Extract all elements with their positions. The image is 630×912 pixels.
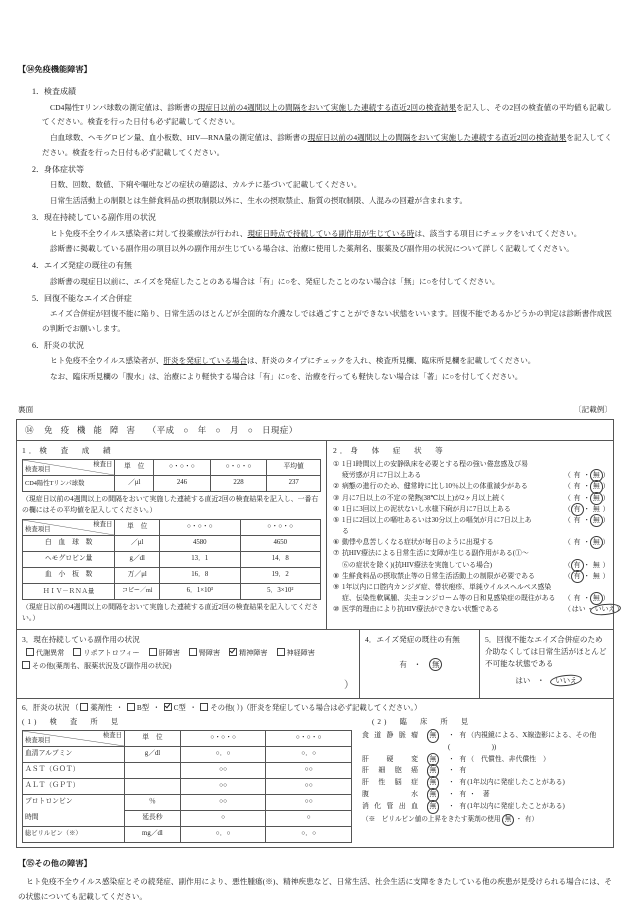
exam-item-header: 検査項目	[25, 736, 51, 744]
table-row	[23, 762, 352, 778]
unit-header: 単 位	[124, 730, 180, 746]
row-value-1: ○○	[180, 762, 266, 778]
symptom-text: 動悸や息苦しくなる症状が毎日のように出現する	[342, 539, 494, 547]
row-label: ヘモグロビン量	[23, 552, 115, 568]
option-yes[interactable]: 有	[573, 595, 581, 603]
row-value-2: 5．3×10²	[240, 584, 320, 600]
table-row	[23, 778, 352, 794]
date-col-1: ○・○・○	[160, 520, 240, 536]
symptom-answer[interactable]: （ 有 ・ 無 ）	[564, 493, 608, 504]
option-no[interactable]: 無	[432, 659, 440, 669]
instruction-paragraph: ヒト免疫不全ウイルス感染者に対して投薬療法が行われ、現症日時点で持続している副作用が生じている時は、該当する項目にチェックをいれてください。	[50, 228, 582, 238]
finding-detail: ・ 有	[448, 765, 608, 777]
instruction-number: 4．エイズ発症の既往の有無	[32, 261, 132, 271]
table-row	[23, 826, 352, 842]
symptom-answer[interactable]: （はい・いいえ）	[564, 604, 608, 615]
average-header: 平均値	[267, 459, 321, 475]
hepatitis-section	[17, 698, 613, 846]
option-no[interactable]: 無	[429, 777, 438, 789]
symptom-text-cont: 疲労感が月に7日以上ある	[342, 472, 422, 480]
exam-date-header: 検査日	[102, 731, 122, 739]
date-col-2: ○・○・○	[266, 730, 352, 746]
option-no[interactable]: 無	[429, 789, 438, 801]
option-no[interactable]: 無	[592, 470, 601, 481]
option-no[interactable]: 無	[429, 754, 438, 766]
row-label: ＡＬＴ（ＧＰＴ）	[23, 778, 125, 794]
cd4-table	[22, 459, 321, 492]
row-value-1: ○○	[180, 794, 266, 810]
symptom-number: ③	[333, 494, 340, 502]
instruction-number: 2．身体症状等	[32, 164, 84, 174]
option-yes[interactable]: 有	[573, 516, 581, 524]
finding-label: 肝細胞癌	[362, 767, 418, 775]
finding-tail: ・ 著	[468, 791, 490, 799]
finding-tail: （内視鏡による、X線造影による、その他( ))	[448, 731, 597, 751]
list-item	[333, 582, 608, 593]
bilirubin-note-label: （※ ビリルビン値の上昇をきたす薬剤の使用	[362, 815, 501, 823]
row-value-2: ○．○	[266, 826, 352, 842]
symptom-text: 医学的理由により抗HIV療法ができない状態である	[342, 606, 499, 614]
date-col-1: ○・○・○	[180, 730, 266, 746]
symptom-list	[333, 459, 624, 616]
instruction-paragraph: 診断書の現症日以前に、エイズを発症したことのある場合は「有」に○を、発症したことのない場合は「無」に○を付してください。	[50, 276, 500, 286]
form-upper-columns	[17, 441, 624, 629]
exam-note-1: （現症日以前の4週間以上の間隔をおいて実施した連続する直近2回の検査結果を記入し、一番右の欄にはその平均値を記入してください。）	[22, 495, 319, 515]
date-col-2: ○・○・○	[210, 459, 267, 475]
option-yes[interactable]: 有	[459, 731, 467, 739]
certificate-form	[16, 419, 624, 848]
option-yes[interactable]: 有	[459, 779, 467, 787]
option-no[interactable]: いいえ	[555, 676, 578, 686]
exam-date-header: 検査日	[93, 460, 113, 468]
checkbox-icon[interactable]	[200, 703, 208, 711]
finding-answer[interactable]	[418, 730, 448, 754]
instruction-paragraph: 診断書に掲載している副作用の項目以外の副作用が生じている場合は、治療に使用した薬剤名、服薬及び副作用の状況について詳しく記載してください。	[50, 244, 574, 254]
cd4-value-2: 228	[210, 475, 267, 491]
list-item	[362, 765, 608, 777]
finding-detail: ・ 有(1年以内に発症したことがある)	[448, 777, 608, 789]
list-item	[362, 789, 608, 801]
bilirubin-note: （※ ビリルビン値の上昇をきたす薬剤の使用 無 ・ 有）	[362, 815, 608, 825]
symptom-text: 病態の進行のため、健常時に比し10％以上の体重減少がある	[342, 483, 528, 491]
row-value-1: 16．8	[160, 568, 240, 584]
symptom-answer[interactable]: （ 有 ・ 無 ）	[564, 481, 608, 492]
cd4-label: CD4陽性Tリンパ球数	[23, 475, 115, 491]
option-label: 腎障害	[198, 648, 221, 657]
form-date-line: （平成 ○ 年 ○ 月 ○ 日現症）	[147, 426, 298, 436]
checkbox-icon[interactable]	[22, 661, 30, 669]
finding-detail: ・ 有（内視鏡による、X線造影による、その他( ))	[448, 731, 597, 751]
option-no[interactable]: 無	[429, 730, 438, 742]
checkbox-checked-icon[interactable]	[164, 703, 172, 711]
checkbox-icon[interactable]	[127, 703, 135, 711]
option-yes[interactable]: 有	[573, 504, 582, 515]
row-label: 総ビリルビン（※）	[23, 826, 125, 842]
row-value-2: 19．2	[240, 568, 320, 584]
table-row	[23, 746, 352, 762]
clinical-findings-title: (2) 臨 床 所 見	[372, 717, 471, 726]
symptom-number: ④	[333, 505, 340, 513]
hepatitis-exam-title: (1) 検 査 所 見	[22, 717, 121, 726]
row-unit: g／dl	[115, 552, 160, 568]
irreversible-answer[interactable]	[485, 675, 608, 686]
table-corner-cell	[23, 459, 115, 475]
free-text-bracket: ）	[344, 679, 354, 691]
finding-tail: (1年以内に発症したことがある)	[467, 779, 565, 787]
option-no[interactable]: 無	[592, 481, 601, 492]
list-item	[333, 515, 608, 526]
form-title: 免 疫 機 能 障 害	[44, 426, 138, 436]
date-col-2: ○・○・○	[240, 520, 320, 536]
page-side-label: 裏面	[18, 404, 34, 414]
symptom-text-cont: 症、伝染性軟属腫、尖圭コンジローム等の日和見感染症の既往がある	[342, 595, 556, 603]
cd4-value-1: 246	[154, 475, 211, 491]
list-item	[333, 548, 608, 559]
finding-label: 食道静脈瘤	[362, 731, 418, 739]
option-no[interactable]: 無	[592, 572, 600, 580]
option-no[interactable]: 無	[592, 537, 601, 548]
symptom-answer[interactable]: （ 有 ・ 無 ）	[564, 593, 608, 604]
row-value-2: ○	[266, 810, 352, 826]
finding-detail: ・ 有（ 代償性、非代償性 ）	[448, 754, 608, 766]
instruction-paragraph: ヒト免疫不全ウイルス感染者が、肝炎を発症している場合は、肝炎のタイプにチェックを入れ、検査所見欄、臨床所見欄を記載してください。	[50, 356, 536, 366]
symptom-answer[interactable]: （ 有 ・ 無 ）	[564, 537, 608, 548]
page-marks	[0, 386, 630, 419]
checkbox-icon[interactable]	[73, 648, 81, 656]
option-no[interactable]: 無	[429, 765, 438, 777]
side-effects-options	[26, 648, 354, 659]
row-value-1: ○．○	[180, 826, 266, 842]
finding-label: 肝性脳症	[362, 779, 418, 787]
checkbox-option-neurological[interactable]	[277, 648, 315, 659]
instruction-number: 5．回復不能なエイズ合併症	[32, 293, 132, 303]
finding-detail: ・ 有(1年以内に発症したことがある)	[448, 801, 608, 813]
row-value-1: 13．1	[160, 552, 240, 568]
type-label-b: B型	[136, 703, 150, 713]
list-item	[333, 459, 608, 470]
sample-label: 〔記載例〕	[574, 404, 612, 414]
option-label: 代謝異常	[36, 648, 65, 657]
row-label: ＡＳＴ（ＧＯＴ）	[23, 762, 125, 778]
option-yes[interactable]: 有	[573, 472, 581, 480]
aids-history-title: 4．エイズ発症の既往の有無	[365, 635, 460, 645]
row-unit	[124, 762, 180, 778]
checkbox-icon[interactable]	[189, 648, 197, 656]
symptom-answer[interactable]: （ 有 ・ 無 ）	[564, 560, 608, 571]
exam-section-title: 1．検 査 成 績	[22, 446, 114, 456]
checkbox-icon[interactable]	[149, 648, 157, 656]
table-row	[23, 552, 321, 568]
body-symptoms-column	[327, 441, 624, 629]
option-no[interactable]: 無	[504, 815, 513, 825]
symptom-text: 1日に3回以上の泥状ないし水様下痢が月に7日以上ある	[342, 505, 511, 513]
list-item	[333, 604, 624, 615]
sections-3-4-5	[17, 629, 613, 698]
irreversible-section	[480, 630, 613, 698]
option-yes[interactable]: はい	[571, 606, 586, 614]
option-yes[interactable]: 有	[573, 483, 581, 491]
type-label-drug: 薬剤性	[90, 703, 113, 713]
row-value-2: ○○	[266, 762, 352, 778]
table-row	[23, 475, 321, 491]
instruction-number: 3．現在持続している副作用の状況	[32, 212, 156, 222]
row-label: 血 小 板 数	[23, 568, 115, 584]
option-yes[interactable]: はい	[515, 676, 531, 686]
option-label: 肝障害	[158, 648, 180, 657]
instruction-paragraph: なお、臨床所見欄の「腹水」は、治療により軽快する場合は「有」に○を、治療を行っても軽快しない場合は「著」に○を付してください。	[50, 372, 523, 382]
separator: ・	[537, 676, 549, 686]
symptom-text: 1日に2回以上の嘔吐あるいは30分以上の嘔気が月に7日以上あ	[342, 516, 532, 524]
cd4-average: 237	[267, 475, 321, 491]
table-row	[23, 536, 321, 552]
table-row	[23, 794, 352, 810]
option-yes[interactable]: 有）	[524, 815, 539, 823]
symptom-number: ⑩	[333, 606, 340, 614]
form-title-row	[17, 420, 613, 440]
symptom-number: ⑤	[333, 516, 340, 524]
date-col-1: ○・○・○	[154, 459, 211, 475]
table-corner-cell	[23, 520, 115, 536]
option-yes[interactable]: 有	[459, 803, 467, 811]
finding-label: 消化管出血	[362, 803, 418, 811]
symptom-text: 1年以内に口腔内カンジダ症、帯状疱疹、単純ウイルスヘルペス感染	[342, 584, 552, 592]
symptom-number: ⑦	[333, 550, 340, 558]
list-item	[333, 504, 608, 515]
row-unit: ／μl	[115, 536, 160, 552]
symptom-number: ⑨	[333, 584, 340, 592]
instruction-paragraph: エイズ合併症が回復不能に陥り、日常生活のほとんどが全面的な介護なしでは過ごすことができない状態をいいます。回復不能であるかどうかの判定は診断書作成医の判断でお願いします。	[42, 309, 612, 333]
list-item	[333, 470, 608, 481]
option-label: 神経障害	[286, 648, 315, 657]
symptom-text: 抗HIV療法による日常生活に支障が生じる副作用がある(①～	[342, 550, 529, 558]
checkbox-option-metabolic[interactable]	[26, 648, 64, 659]
symptom-text: 生鮮食料品の摂取禁止等の日常生活活動上の制限が必要である	[342, 572, 535, 580]
row-unit: 万／μl	[115, 568, 160, 584]
checkbox-option-lipoatrophy[interactable]	[73, 648, 139, 659]
option-label: その他(薬剤名、服薬状況及び副作用の状況)	[32, 661, 172, 670]
aids-history-section	[360, 630, 480, 698]
symptom-number: ②	[333, 483, 340, 491]
symptom-text-cont: る	[342, 528, 349, 536]
symptom-number: ⑥	[333, 539, 340, 547]
option-yes[interactable]: 有	[459, 791, 467, 799]
checkbox-icon[interactable]	[277, 648, 285, 656]
hepatitis-columns	[22, 716, 608, 843]
hepatitis-clinical-column	[352, 716, 608, 843]
symptom-number: ①	[333, 460, 340, 468]
side-effects-section	[17, 630, 360, 698]
option-no[interactable]: いいえ	[594, 604, 617, 615]
option-no[interactable]: 無	[592, 593, 601, 604]
row-label: 白 血 球 数	[23, 536, 115, 552]
table-row	[23, 584, 321, 600]
checkbox-icon[interactable]	[80, 703, 88, 711]
hepatitis-type-tail: ）)（肝炎を発症している場合は必ず記載してください。）	[236, 703, 422, 713]
separator: ・	[413, 659, 426, 669]
row-unit: g／dl	[124, 746, 180, 762]
row-value-2: ○．○	[266, 746, 352, 762]
row-unit	[124, 778, 180, 794]
row-value-1: ○	[180, 810, 266, 826]
instructions-block	[0, 0, 630, 385]
other-disability-heading: 【⑮その他の障害】	[18, 858, 92, 868]
option-yes[interactable]: 有	[573, 539, 581, 547]
instruction-paragraph: 日数、回数、数値、下痢や嘔吐などの症状の確認は、カルテに基づいて記載してください。	[50, 180, 362, 190]
exam-note-2: （現症日以前の4週間以上の間隔をおいて実施した連続する直近2回の検査結果を記入してください。）	[22, 604, 319, 623]
symptom-text: 1日1時間以上の安静臥床を必要とする程の強い倦怠感及び易	[342, 460, 529, 468]
hepatitis-types: （ 薬剤性 ・ B型 ・ C型 ・ その他( ）)（肝炎を発症している場合は必ず記載してください。）	[71, 703, 422, 713]
option-no[interactable]: 無	[429, 801, 438, 813]
symptom-answer[interactable]: （ 有 ・ 無 ）	[564, 515, 608, 526]
irreversible-title: 5．回復不能なエイズ合併症のため介助なくしては日常生活がほとんど不可能な状態である	[485, 635, 607, 668]
instruction-paragraph: 白血球数、ヘモグロビン量、血小板数、HIV—RNA量の測定値は、診断書の現症日以前の4週間以上の間隔をおいて実施した連続する直近2回の検査結果を記入してください。検査を行った日付も必ず記載してください。	[42, 133, 613, 157]
symptom-number: ⑧	[333, 572, 340, 580]
row-unit: コピー／ml	[115, 584, 160, 600]
option-yes[interactable]: 有	[573, 560, 582, 571]
row-value-1: 6．1×10³	[160, 584, 240, 600]
row-unit: 延長秒	[124, 810, 180, 826]
cd4-unit: ／μl	[115, 475, 154, 491]
option-yes[interactable]: 有	[573, 494, 581, 502]
symptoms-section-title: 2．身 体 症 状 等	[333, 446, 446, 456]
row-unit: mg／dl	[124, 826, 180, 842]
row-value-2: 14．8	[240, 552, 320, 568]
aids-history-answer[interactable]	[365, 659, 474, 670]
row-value-2: 4650	[240, 536, 320, 552]
checkbox-icon[interactable]	[26, 648, 34, 656]
finding-tail: （ 代償性、非代償性 ）	[467, 755, 550, 763]
table-corner-cell	[23, 730, 125, 746]
symptom-answer[interactable]: （ 有 ・ 無 ）	[564, 504, 608, 515]
symptom-answer[interactable]: （ 有 ・ 無 ）	[564, 470, 608, 481]
exam-date-header: 検査日	[93, 521, 113, 529]
finding-label: 肝 硬 変	[362, 755, 418, 763]
option-no[interactable]: 無	[592, 561, 600, 569]
symptom-answer[interactable]: （ 有 ・ 無 ）	[564, 571, 608, 582]
symptom-text-cont: ⑥の症状を除く)(抗HIV療法を実施している場合)	[342, 561, 493, 569]
row-value-2: ○○	[266, 778, 352, 794]
list-item	[333, 571, 608, 582]
instruction-paragraph: 日常生活活動上の制限とは生鮮食料品の摂取制限以外に、生水の摂取禁止、脂質の摂取制限、人混みの回避が含まれます。	[50, 196, 468, 206]
unit-header: 単 位	[115, 459, 154, 475]
row-label: プロトロンビン	[23, 794, 125, 810]
option-yes[interactable]: 有	[459, 767, 467, 775]
hepatitis-exam-table	[22, 730, 352, 843]
row-label: 血清アルブミン	[23, 746, 125, 762]
form-number: ⑭	[25, 424, 35, 435]
checkbox-option-other[interactable]	[22, 661, 354, 672]
list-item	[333, 481, 608, 492]
option-yes[interactable]: 有	[459, 755, 467, 763]
other-disability-block	[0, 848, 630, 905]
list-item	[333, 493, 608, 504]
row-value-1: ○○	[180, 778, 266, 794]
instruction-paragraph: CD4陽性Tリンパ球数の測定値は、診断書の現症日以前の4週間以上の間隔をおいて実施した連続する直近2回の検査結果を記入し、その2回の検査値の平均値も記載してください。検査を行った日付も必ず記載してください。	[42, 102, 613, 127]
unit-header: 単 位	[115, 520, 160, 536]
row-value-1: 4580	[160, 536, 240, 552]
option-no[interactable]: 無	[592, 493, 601, 504]
instruction-number: 6．肝炎の状況	[32, 340, 84, 350]
table-row	[23, 810, 352, 826]
option-no[interactable]: 無	[592, 515, 601, 526]
list-item	[362, 754, 608, 766]
option-yes[interactable]: 有	[399, 659, 407, 669]
finding-answer[interactable]	[418, 801, 448, 813]
row-label: ＨＩＶ－ＲＮＡ量	[23, 584, 115, 600]
option-no[interactable]: 無	[592, 505, 600, 513]
list-item	[333, 560, 608, 571]
list-item	[333, 537, 608, 548]
hepatitis-exam-column	[22, 716, 352, 843]
option-yes[interactable]: 有	[573, 571, 582, 582]
checkbox-option-kidney[interactable]	[189, 648, 220, 659]
exam-item-header: 検査項目	[25, 526, 51, 534]
option-label: 精神障害	[239, 648, 268, 657]
checkbox-option-liver[interactable]	[149, 648, 180, 659]
finding-detail: ・ 有 ・ 著	[448, 789, 608, 801]
blood-test-table	[22, 519, 321, 600]
checkbox-checked-icon[interactable]	[229, 648, 237, 656]
exam-item-header: 検査項目	[25, 466, 51, 474]
hepatitis-title-row	[22, 702, 608, 713]
hepatitis-title: 6．肝炎の状況	[22, 703, 70, 713]
list-item	[362, 730, 608, 754]
type-label-other: その他(	[210, 703, 235, 713]
row-label: 時間	[23, 810, 125, 826]
row-value-1: ○．○	[180, 746, 266, 762]
symptom-text: 月に7日以上の不定の発熱(38℃以上)が2ヶ月以上続く	[342, 494, 506, 502]
other-disability-text: ヒト免疫不全ウイルス感染症とその続発症、副作用により、悪性腫瘍(※)、精神疾患など、日常生活、社会生活に支障をきたしている他の疾患が見受けられる場合には、その状態についても記載してください。	[18, 876, 612, 901]
row-unit: ％	[124, 794, 180, 810]
list-item	[362, 801, 608, 813]
instruction-number: 1．検査成績	[32, 86, 76, 96]
list-item	[362, 777, 608, 789]
checkbox-option-psychiatric[interactable]	[229, 648, 267, 659]
option-label: リポアトロフィー	[83, 648, 140, 657]
finding-label: 腹 水	[362, 791, 418, 799]
type-label-c: C型	[173, 703, 186, 713]
exam-results-column	[17, 441, 327, 629]
instructions-heading: 【⑭免疫機能障害】	[18, 65, 92, 74]
finding-tail: (1年以内に発症したことがある)	[467, 803, 565, 811]
row-value-2: ○○	[266, 794, 352, 810]
table-row	[23, 568, 321, 584]
list-item	[333, 593, 608, 604]
side-effects-title: 3．現在持続している副作用の状況	[22, 635, 140, 645]
